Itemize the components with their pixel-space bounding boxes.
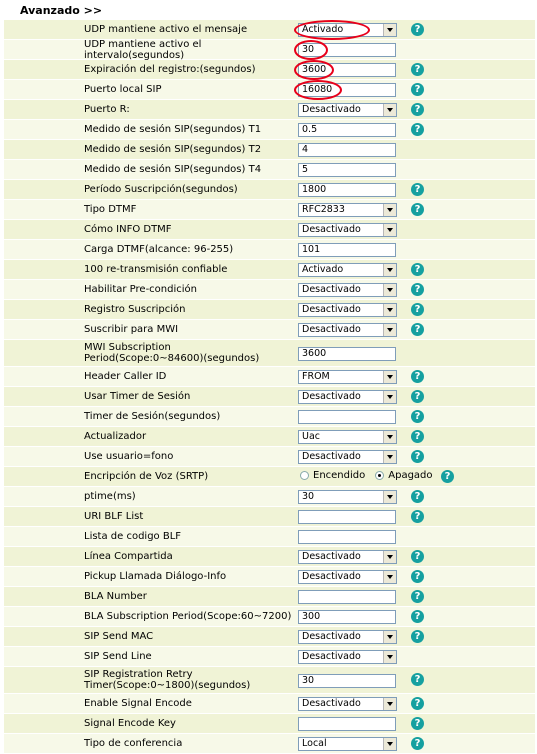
setting-select[interactable] <box>298 450 397 464</box>
radio-apagado[interactable] <box>375 471 384 480</box>
setting-input[interactable] <box>298 410 396 424</box>
setting-select[interactable] <box>298 550 397 564</box>
setting-input[interactable]: 3600 <box>298 347 396 361</box>
setting-input[interactable] <box>298 510 396 524</box>
setting-input[interactable] <box>298 590 396 604</box>
setting-row-uri-blf-list <box>4 507 535 527</box>
setting-label: Puerto R: <box>84 104 130 115</box>
select-value: Desactivado <box>302 224 361 235</box>
setting-label: Cómo INFO DTMF <box>84 224 172 235</box>
setting-row-linea-compartida <box>4 547 535 567</box>
setting-label: Enable Signal Encode <box>84 698 192 709</box>
setting-row-pickup-llamada-dialogo-info <box>4 567 535 587</box>
setting-input[interactable]: 16080 <box>298 83 396 97</box>
setting-select[interactable] <box>298 737 397 751</box>
setting-input[interactable]: 1800 <box>298 183 396 197</box>
help-icon[interactable]: ? <box>411 550 424 563</box>
setting-row-bla-number <box>4 587 535 607</box>
setting-label: UDP mantiene activo el intervalo(segundos) <box>84 38 202 61</box>
setting-label: UDP mantiene activo el mensaje <box>84 24 248 35</box>
setting-select[interactable] <box>298 23 397 37</box>
setting-row-tipo-dtmf <box>4 200 535 220</box>
help-icon[interactable]: ? <box>411 430 424 443</box>
select-value: Activado <box>302 24 344 35</box>
setting-select[interactable] <box>298 203 397 217</box>
help-icon[interactable]: ? <box>411 697 424 710</box>
setting-row-sip-send-mac <box>4 627 535 647</box>
setting-input[interactable] <box>298 717 396 731</box>
select-value: Local <box>302 738 327 749</box>
setting-row-mwi-subscription-period-scope-0-84600-segundos <box>4 340 535 367</box>
chevron-down-icon[interactable] <box>383 284 396 296</box>
setting-label: Medido de sesión SIP(segundos) T2 <box>84 144 262 155</box>
setting-row-udp-mantiene-activo-el-intervalo-segundos <box>4 40 535 60</box>
setting-label: Línea Compartida <box>84 551 173 562</box>
help-icon[interactable]: ? <box>411 123 424 136</box>
setting-row-encripcion-de-voz-srtp <box>4 467 535 487</box>
setting-row-usar-timer-de-sesion <box>4 387 535 407</box>
setting-select[interactable] <box>298 430 397 444</box>
chevron-down-icon[interactable] <box>383 738 396 750</box>
setting-select[interactable] <box>298 490 397 504</box>
radio-label: Apagado <box>388 470 433 481</box>
setting-label: Pickup Llamada Diálogo-Info <box>84 571 227 582</box>
setting-select[interactable] <box>298 570 397 584</box>
setting-label: BLA Number <box>84 591 147 602</box>
setting-row-ptime-ms <box>4 487 535 507</box>
help-icon[interactable]: ? <box>411 717 424 730</box>
help-icon[interactable]: ? <box>411 490 424 503</box>
chevron-down-icon[interactable] <box>383 371 396 383</box>
setting-label: 100 re-transmisión confiable <box>84 264 228 275</box>
setting-label: Header Caller ID <box>84 371 167 382</box>
setting-select[interactable] <box>298 303 397 317</box>
setting-label: SIP Registration Retry Timer(Scope:0~1800)(segundos) <box>84 669 251 691</box>
setting-row-expiracion-del-registro-segundos <box>4 60 535 80</box>
chevron-down-icon[interactable] <box>383 698 396 710</box>
chevron-down-icon[interactable] <box>383 631 396 643</box>
setting-label: Carga DTMF(alcance: 96-255) <box>84 244 234 255</box>
select-value: Activado <box>302 264 344 275</box>
setting-label: SIP Send Line <box>84 651 152 662</box>
select-value: Desactivado <box>302 324 361 335</box>
chevron-down-icon[interactable] <box>383 304 396 316</box>
setting-label: Medido de sesión SIP(segundos) T4 <box>84 164 262 175</box>
select-value: FROM <box>302 371 330 382</box>
setting-row-periodo-suscripcion-segundos <box>4 180 535 200</box>
setting-label: Signal Encode Key <box>84 718 176 729</box>
chevron-down-icon[interactable] <box>383 491 396 503</box>
setting-row-sip-registration-retry-timer-scope-0-1800-segundos <box>4 667 535 694</box>
help-icon[interactable]: ? <box>411 23 424 36</box>
help-icon[interactable]: ? <box>411 630 424 643</box>
setting-row-medido-de-sesion-sip-segundos-t2 <box>4 140 535 160</box>
radio-group <box>300 470 443 481</box>
setting-label: MWI Subscription Period(Scope:0~84600)(segundos) <box>84 342 260 364</box>
setting-row-lista-de-codigo-blf <box>4 527 535 547</box>
help-icon[interactable]: ? <box>411 263 424 276</box>
setting-label: URI BLF List <box>84 511 144 522</box>
setting-label: Registro Suscripción <box>84 304 186 315</box>
chevron-down-icon[interactable] <box>383 551 396 563</box>
help-icon[interactable]: ? <box>441 470 454 483</box>
setting-row-enable-signal-encode <box>4 694 535 714</box>
select-value: Desactivado <box>302 651 361 662</box>
select-value: 30 <box>302 491 315 502</box>
help-icon[interactable]: ? <box>411 450 424 463</box>
setting-row-como-info-dtmf <box>4 220 535 240</box>
setting-row-sip-send-line <box>4 647 535 667</box>
setting-select[interactable] <box>298 630 397 644</box>
setting-row-actualizador <box>4 427 535 447</box>
select-value: Desactivado <box>302 284 361 295</box>
help-icon[interactable]: ? <box>411 283 424 296</box>
setting-row-medido-de-sesion-sip-segundos-t4 <box>4 160 535 180</box>
help-icon[interactable]: ? <box>411 510 424 523</box>
setting-input[interactable]: 30 <box>298 674 396 688</box>
setting-label: Timer de Sesión(segundos) <box>84 411 221 422</box>
select-value: Uac <box>302 431 320 442</box>
select-value: Desactivado <box>302 551 361 562</box>
setting-label: Tipo DTMF <box>84 204 137 215</box>
setting-row-use-usuario-fono <box>4 447 535 467</box>
select-value: Desactivado <box>302 451 361 462</box>
setting-select[interactable] <box>298 263 397 277</box>
chevron-down-icon[interactable] <box>383 104 396 116</box>
help-icon[interactable]: ? <box>411 323 424 336</box>
select-value: RFC2833 <box>302 204 345 215</box>
chevron-down-icon[interactable] <box>383 431 396 443</box>
help-icon[interactable]: ? <box>411 370 424 383</box>
help-icon[interactable]: ? <box>411 590 424 603</box>
select-value: Desactivado <box>302 304 361 315</box>
setting-select[interactable] <box>298 697 397 711</box>
radio-label: Encendido <box>313 470 366 481</box>
help-icon[interactable]: ? <box>411 737 424 750</box>
setting-input[interactable]: 3600 <box>298 63 396 77</box>
select-value: Desactivado <box>302 104 361 115</box>
setting-input[interactable]: 101 <box>298 243 396 257</box>
setting-row-carga-dtmf-alcance-96-255 <box>4 240 535 260</box>
section-title[interactable]: Avanzado >> <box>20 4 103 17</box>
setting-select[interactable] <box>298 323 397 337</box>
chevron-down-icon[interactable] <box>383 571 396 583</box>
help-icon[interactable]: ? <box>411 83 424 96</box>
setting-select[interactable] <box>298 390 397 404</box>
select-value: Desactivado <box>302 571 361 582</box>
help-icon[interactable]: ? <box>411 390 424 403</box>
help-icon[interactable]: ? <box>411 410 424 423</box>
chevron-down-icon[interactable] <box>383 324 396 336</box>
setting-select[interactable] <box>298 370 397 384</box>
setting-row-signal-encode-key <box>4 714 535 734</box>
setting-row-header-caller-id <box>4 367 535 387</box>
setting-input[interactable] <box>298 530 396 544</box>
setting-select[interactable] <box>298 223 397 237</box>
setting-input[interactable]: 30 <box>298 43 396 57</box>
setting-label: Suscribir para MWI <box>84 324 179 335</box>
setting-row-medido-de-sesion-sip-segundos-t1 <box>4 120 535 140</box>
chevron-down-icon[interactable] <box>383 204 396 216</box>
setting-row-bla-subscription-period-scope-60-7200 <box>4 607 535 627</box>
setting-row-habilitar-pre-condicion <box>4 280 535 300</box>
chevron-down-icon[interactable] <box>383 224 396 236</box>
help-icon[interactable]: ? <box>411 63 424 76</box>
setting-row-registro-suscripcion <box>4 300 535 320</box>
setting-label: Período Suscripción(segundos) <box>84 184 238 195</box>
chevron-down-icon[interactable] <box>383 391 396 403</box>
help-icon[interactable]: ? <box>411 103 424 116</box>
setting-label: Encripción de Voz (SRTP) <box>84 471 209 482</box>
chevron-down-icon[interactable] <box>383 451 396 463</box>
setting-label: Lista de codigo BLF <box>84 531 182 542</box>
setting-select[interactable] <box>298 283 397 297</box>
setting-row-tipo-de-conferencia <box>4 734 535 754</box>
setting-row-timer-de-sesion-segundos <box>4 407 535 427</box>
setting-row-puerto-local-sip <box>4 80 535 100</box>
setting-label: Habilitar Pre-condición <box>84 284 197 295</box>
select-value: Desactivado <box>302 631 361 642</box>
setting-input[interactable]: 0.5 <box>298 123 396 137</box>
chevron-down-icon[interactable] <box>383 24 396 36</box>
chevron-down-icon[interactable] <box>383 264 396 276</box>
setting-label: Use usuario=fono <box>84 451 174 462</box>
setting-label: ptime(ms) <box>84 491 136 502</box>
chevron-down-icon[interactable] <box>383 651 396 663</box>
setting-label: Expiración del registro:(segundos) <box>84 64 256 75</box>
setting-select[interactable] <box>298 650 397 664</box>
help-icon[interactable]: ? <box>411 183 424 196</box>
help-icon[interactable]: ? <box>411 570 424 583</box>
radio-encendido[interactable] <box>300 471 309 480</box>
setting-label: SIP Send MAC <box>84 631 154 642</box>
setting-input[interactable]: 4 <box>298 143 396 157</box>
select-value: Desactivado <box>302 391 361 402</box>
section-header <box>0 0 537 20</box>
setting-row-suscribir-para-mwi <box>4 320 535 340</box>
settings-table <box>4 20 535 754</box>
setting-input[interactable]: 300 <box>298 610 396 624</box>
select-value: Desactivado <box>302 698 361 709</box>
setting-row-puerto-r <box>4 100 535 120</box>
setting-label: BLA Subscription Period(Scope:60~7200) <box>84 611 292 622</box>
setting-input[interactable]: 5 <box>298 163 396 177</box>
help-icon[interactable]: ? <box>411 673 424 686</box>
setting-label: Tipo de conferencia <box>84 738 183 749</box>
help-icon[interactable]: ? <box>411 303 424 316</box>
setting-label: Usar Timer de Sesión <box>84 391 191 402</box>
setting-label: Actualizador <box>84 431 147 442</box>
setting-row-udp-mantiene-activo-el-mensaje <box>4 20 535 40</box>
setting-row-100-re-transmision-confiable <box>4 260 535 280</box>
setting-label: Puerto local SIP <box>84 84 162 95</box>
setting-label: Medido de sesión SIP(segundos) T1 <box>84 124 262 135</box>
help-icon[interactable]: ? <box>411 610 424 623</box>
setting-select[interactable] <box>298 103 397 117</box>
help-icon[interactable]: ? <box>411 203 424 216</box>
